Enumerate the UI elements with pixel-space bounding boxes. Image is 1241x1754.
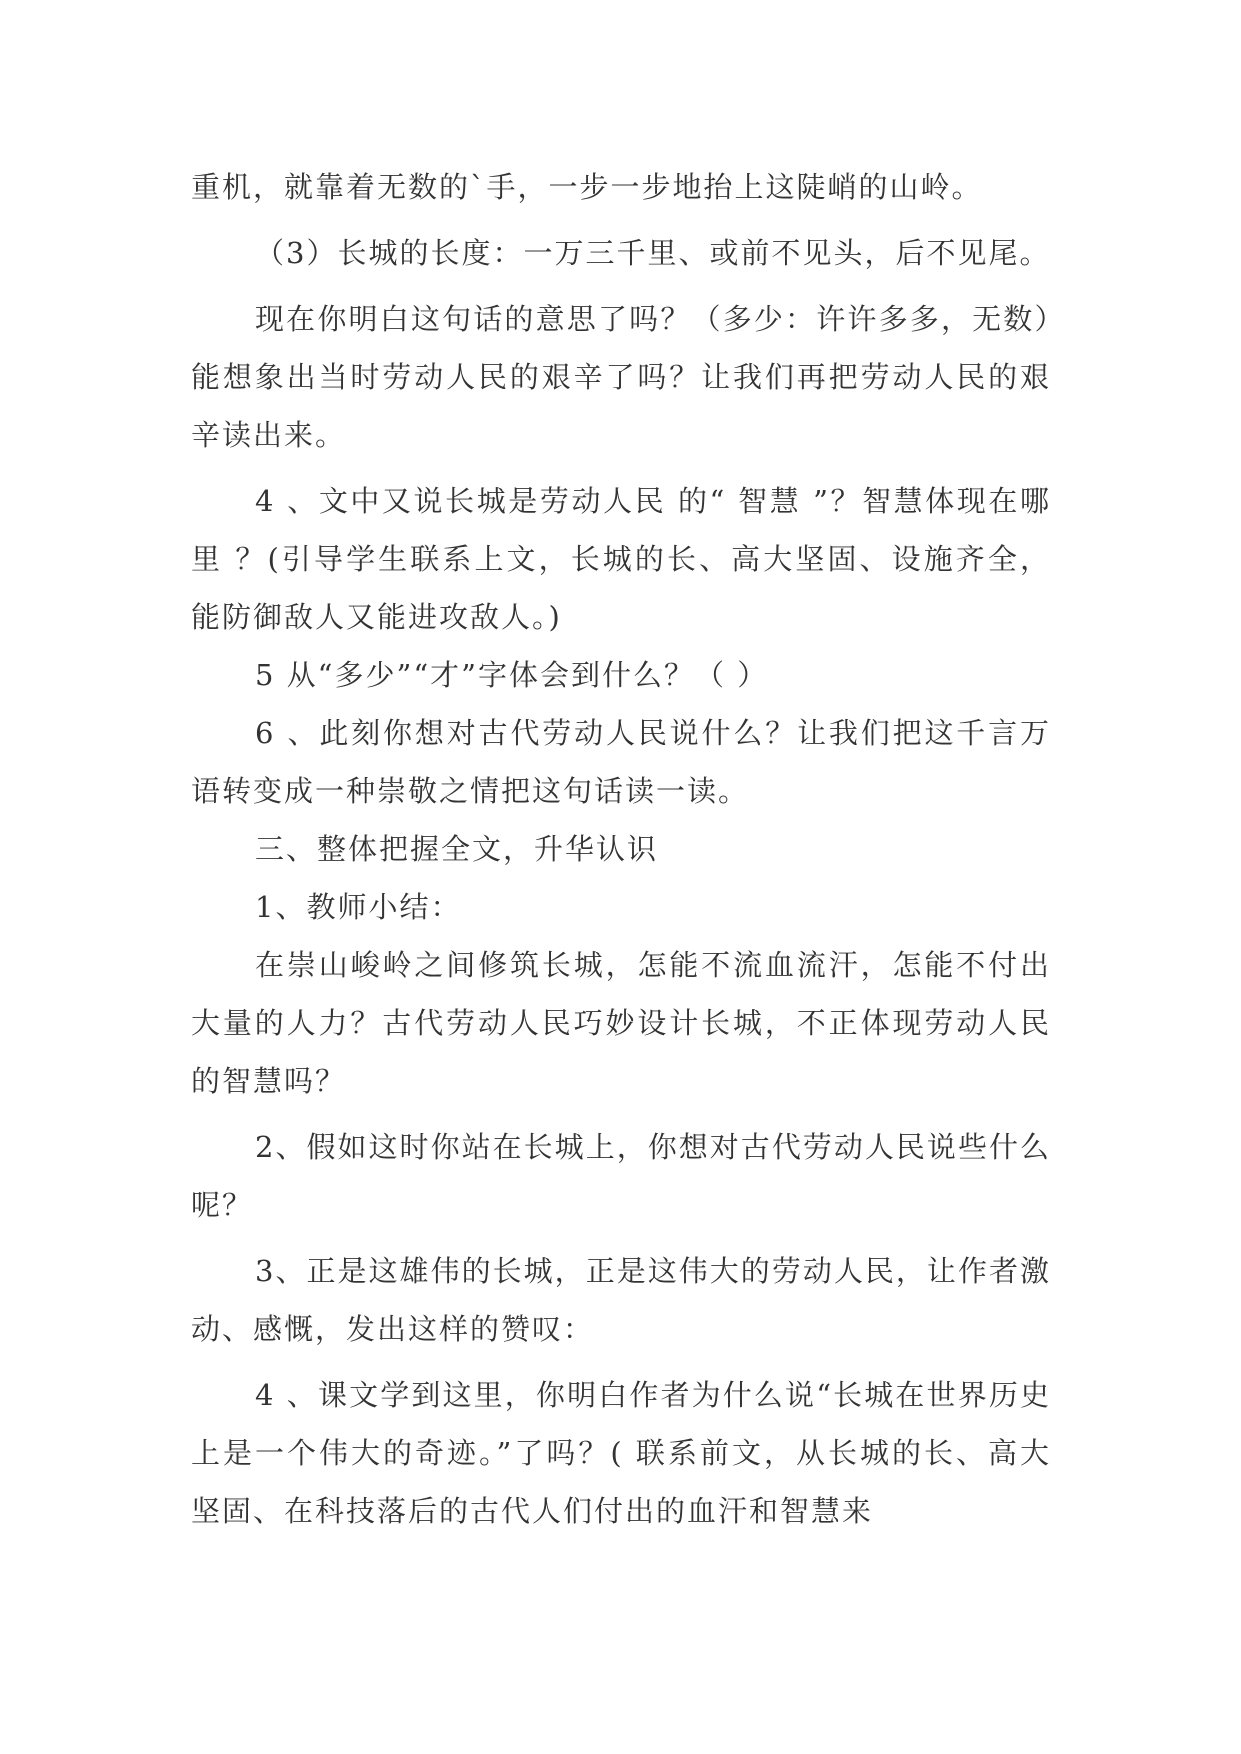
paragraph-teacher-summary: 在崇山峻岭之间修筑长城，怎能不流血流汗，怎能不付出大量的人力？古代劳动人民巧妙设计长城，不正体现劳动人民的智慧吗？ [191,948,1051,1098]
section-heading-three: 三、整体把握全文，升华认识 [255,832,659,866]
paragraph-wonder-question: 4 、课文学到这里，你明白作者为什么说“长城在世界历史上是一个伟大的奇迹。”了吗？( 联系前文，从长城的长、高大坚固、在科技落后的古代人们付出的血汗和智慧来 [191,1378,1051,1528]
paragraph-author-exclamation: 3、正是这雄伟的长城，正是这伟大的劳动人民，让作者激动、感慨，发出这样的赞叹： [191,1254,1051,1346]
paragraph-great-wall-length: （3）长城的长度：一万三千里、或前不见头，后不见尾。 [255,236,1051,270]
paragraph-word-question: 5 从“多少”“才”字体会到什么？（ ） [255,658,769,692]
paragraph-wisdom-question: 4 、文中又说长城是劳动人民 的“ 智慧 ”？智慧体现在哪里 ？(引导学生联系上文，长城的长、高大坚固、设施齐全，能防御敌人又能进攻敌人。) [191,484,1051,634]
paragraph-standing-on-wall: 2、假如这时你站在长城上，你想对古代劳动人民说些什么呢？ [191,1130,1051,1222]
paragraph-teacher-summary-label: 1、教师小结： [255,890,462,924]
document-body [191,158,1051,1540]
paragraph-speak-to-people: 6 、此刻你想对古代劳动人民说什么？让我们把这千言万语转变成一种崇敬之情把这句话读一读。 [191,716,1051,808]
paragraph-continuation: 重机，就靠着无数的`手，一步一步地抬上这陡峭的山岭。 [191,170,983,204]
paragraph-sentence-meaning: 现在你明白这句话的意思了吗？（多少：许许多多，无数）能想象出当时劳动人民的艰辛了吗？让我们再把劳动人民的艰辛读出来。 [191,302,1051,452]
